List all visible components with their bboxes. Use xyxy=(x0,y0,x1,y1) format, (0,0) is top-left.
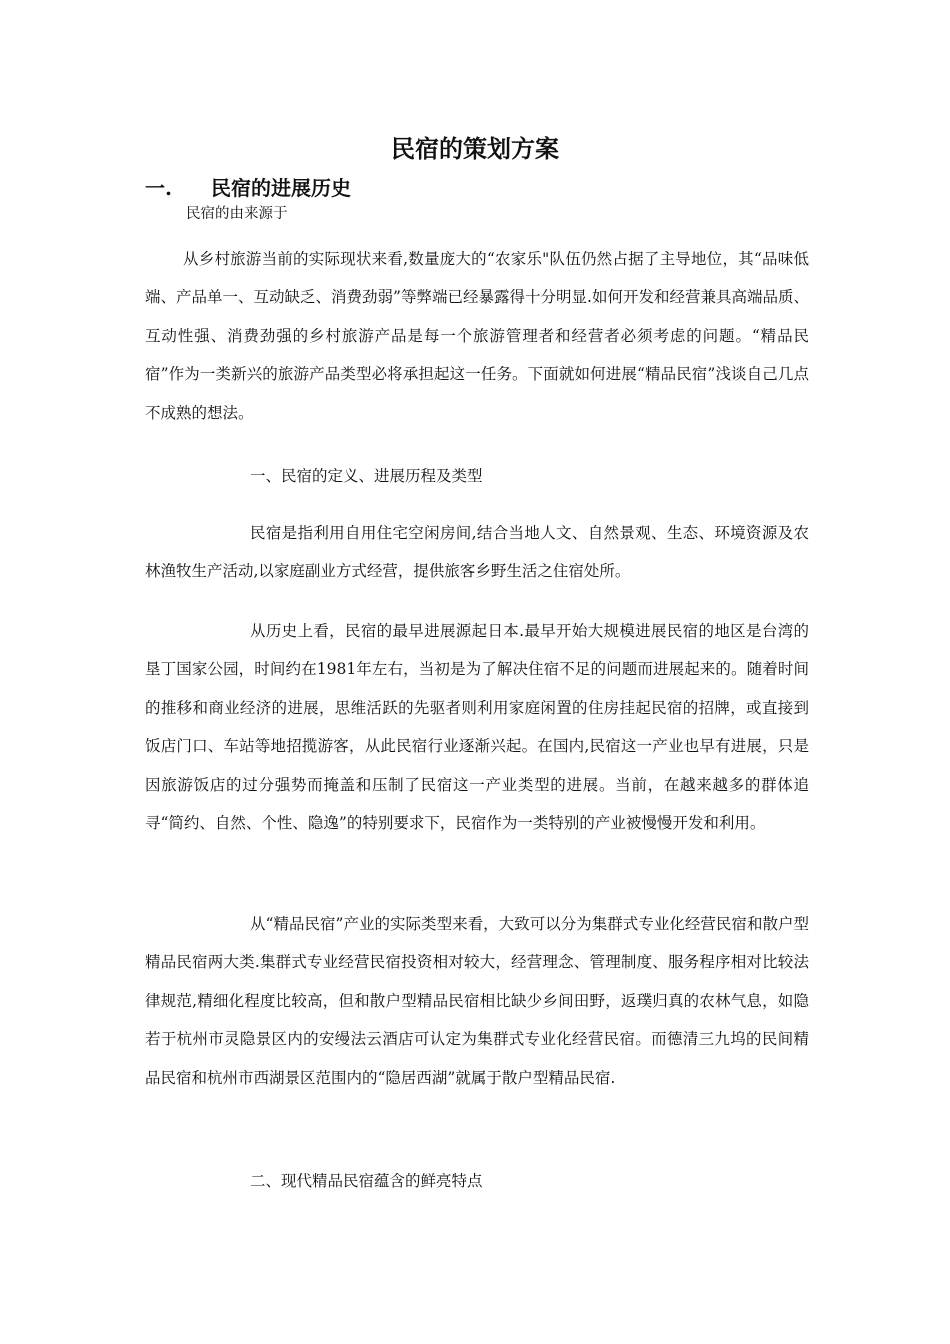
section-heading xyxy=(145,173,351,203)
subsection-heading-definition: 一、民宿的定义、进展历程及类型 xyxy=(250,467,483,485)
paragraph-definition: 民宿是指利用自用住宅空闲房间,结合当地人文、自然景观、生态、环境资源及农林渔牧生产活动,以家庭副业方式经营，提供旅客乡野生活之住宿处所。 xyxy=(145,524,809,581)
intro-line: 民宿的由来源于 xyxy=(186,206,288,222)
section-number: 一. xyxy=(145,176,172,200)
paragraph-history: 从历史上看，民宿的最早进展源起日本.最早开始大规模进展民宿的地区是台湾的垦丁国家公园，时间约在1981年左右，当初是为了解决住宿不足的问题而进展起来的。随着时间的推移和商业经济的进展，思维活跃的先驱者则利用家庭闲置的住房挂起民宿的招牌，或直接到饭店门口、车站等地招揽游客，从此民宿行业逐渐兴起。在国内,民宿这一产业也早有进展，只是因旅游饭店的过分强势而掩盖和压制了民宿这一产业类型的进展。当前，在越来越多的群体追寻“简约、自然、个性、隐逸”的特别要求下，民宿作为一类特别的产业被慢慢开发和利用。 xyxy=(145,622,809,833)
paragraph-rural-tourism: 从乡村旅游当前的实际现状来看,数量庞大的“农家乐"队伍仍然占据了主导地位，其“品味低端、产品单一、互动缺乏、消费劲弱”等弊端已经暴露得十分明显.如何开发和经营兼具高端品质、互动性强、消费劲强的乡村旅游产品是每一个旅游管理者和经营者必须考虑的问题。“精品民宿”作为一类新兴的旅游产品类型必将承担起这一任务。下面就如何进展“精品民宿”浅谈自己几点不成熟的想法。 xyxy=(145,250,809,422)
paragraph-types: 从“精品民宿”产业的实际类型来看，大致可以分为集群式专业化经营民宿和散户型精品民宿两大类.集群式专业经营民宿投资相对较大，经营理念、管理制度、服务程序相对比较法律规范,精细化程度比较高，但和散户型精品民宿相比缺少乡间田野，返璞归真的农林气息，如隐若于杭州市灵隐景区内的安缦法云酒店可认定为集群式专业化经营民宿。而德清三九坞的民间精品民宿和杭州市西湖景区范围内的“隐居西湖”就属于散户型精品民宿. xyxy=(145,915,809,1087)
document-title: 民宿的策划方案 xyxy=(391,134,559,163)
subsection-heading-features: 二、现代精品民宿蕴含的鲜亮特点 xyxy=(250,1172,483,1190)
section-heading-text: 民宿的进展历史 xyxy=(211,176,351,200)
